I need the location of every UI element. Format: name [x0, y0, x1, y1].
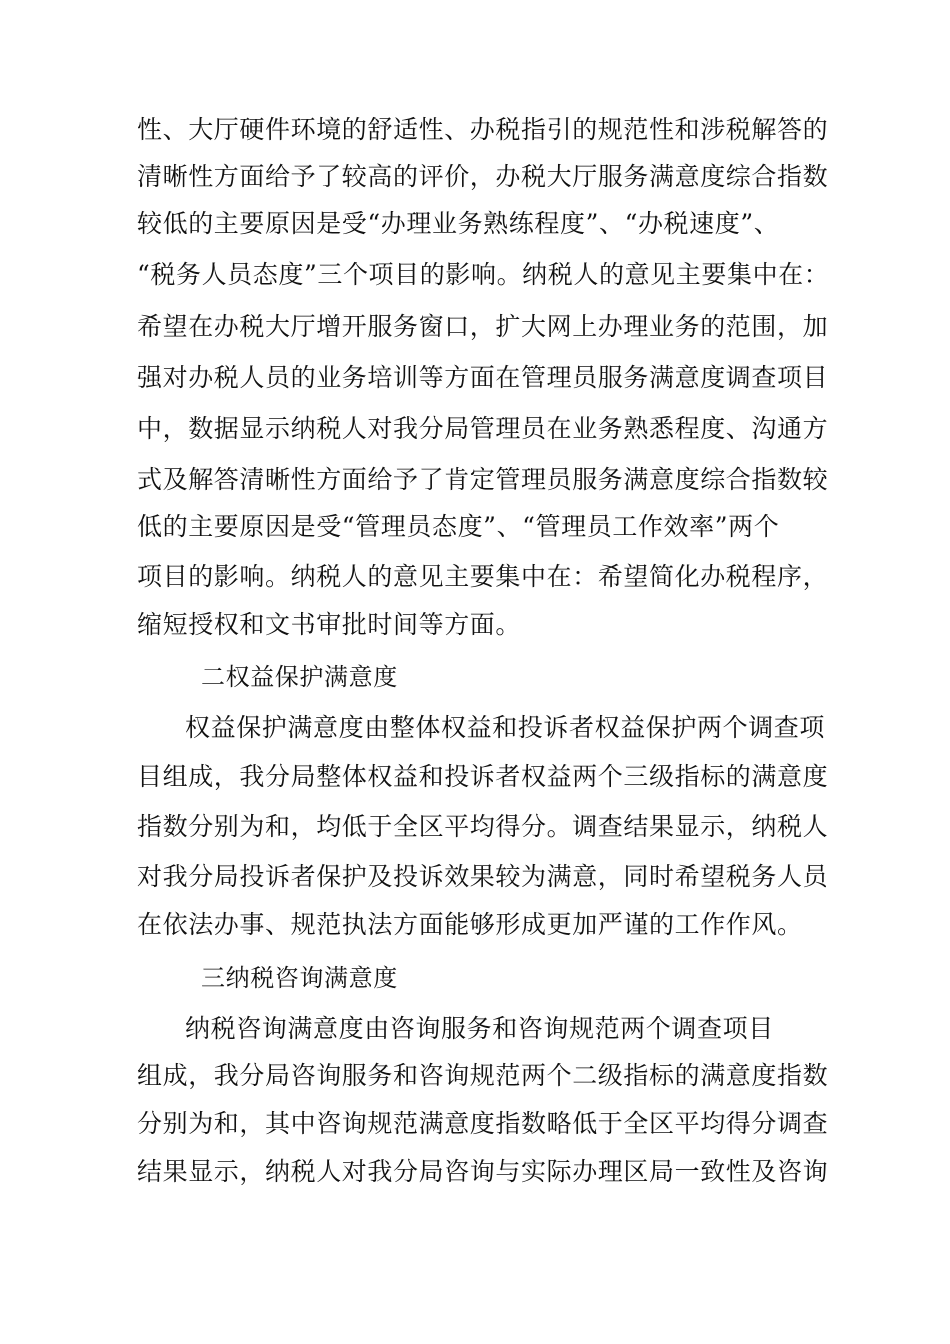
body-text-line: 分别为和，其中咨询规范满意度指数略低于全区平均得分调查: [137, 1109, 829, 1138]
body-text-line: 中，数据显示纳税人对我分局管理员在业务熟悉程度、沟通方: [137, 414, 829, 443]
body-text-line: 希望在办税大厅增开服务窗口，扩大网上办理业务的范围，加: [137, 312, 829, 341]
body-text-line: 项目的影响。纳税人的意见主要集中在：希望简化办税程序，: [137, 562, 829, 591]
body-text-line: 较低的主要原因是受“办理业务熟练程度”、“办税速度”、: [137, 209, 780, 238]
body-text-line: 低的主要原因是受“管理员态度”、“管理员工作效率”两个: [137, 512, 780, 541]
body-text-line: 式及解答清晰性方面给予了肯定管理员服务满意度综合指数较: [137, 465, 829, 494]
body-text-line: 在依法办事、规范执法方面能够形成更加严谨的工作作风。: [137, 910, 803, 939]
body-text-line: 清晰性方面给予了较高的评价，办税大厅服务满意度综合指数: [137, 162, 829, 191]
body-text-line: 组成，我分局咨询服务和咨询规范两个二级指标的满意度指数: [137, 1061, 829, 1090]
section-heading: 二权益保护满意度: [201, 663, 398, 691]
body-text-line: 结果显示，纳税人对我分局咨询与实际办理区局一致性及咨询: [137, 1157, 829, 1186]
body-text-line: 对我分局投诉者保护及投诉效果较为满意，同时希望税务人员: [137, 862, 829, 891]
body-text-line: 强对办税人员的业务培训等方面在管理员服务满意度调查项目: [137, 363, 829, 392]
body-text-line: 缩短授权和文书审批时间等方面。: [137, 610, 522, 639]
paragraph-first-line: 权益保护满意度由整体权益和投诉者权益保护两个调查项: [185, 713, 826, 742]
body-text-line: 性、大厅硬件环境的舒适性、办税指引的规范性和涉税解答的: [137, 115, 829, 144]
section-heading: 三纳税咨询满意度: [201, 964, 398, 992]
paragraph-first-line: 纳税咨询满意度由咨询服务和咨询规范两个调查项目: [185, 1014, 774, 1043]
body-text-line: 目组成，我分局整体权益和投诉者权益两个三级指标的满意度: [137, 762, 829, 791]
body-text-line: “税务人员态度”三个项目的影响。纳税人的意见主要集中在：: [137, 260, 830, 289]
body-text-line: 指数分别为和，均低于全区平均得分。调查结果显示，纳税人: [137, 812, 829, 841]
